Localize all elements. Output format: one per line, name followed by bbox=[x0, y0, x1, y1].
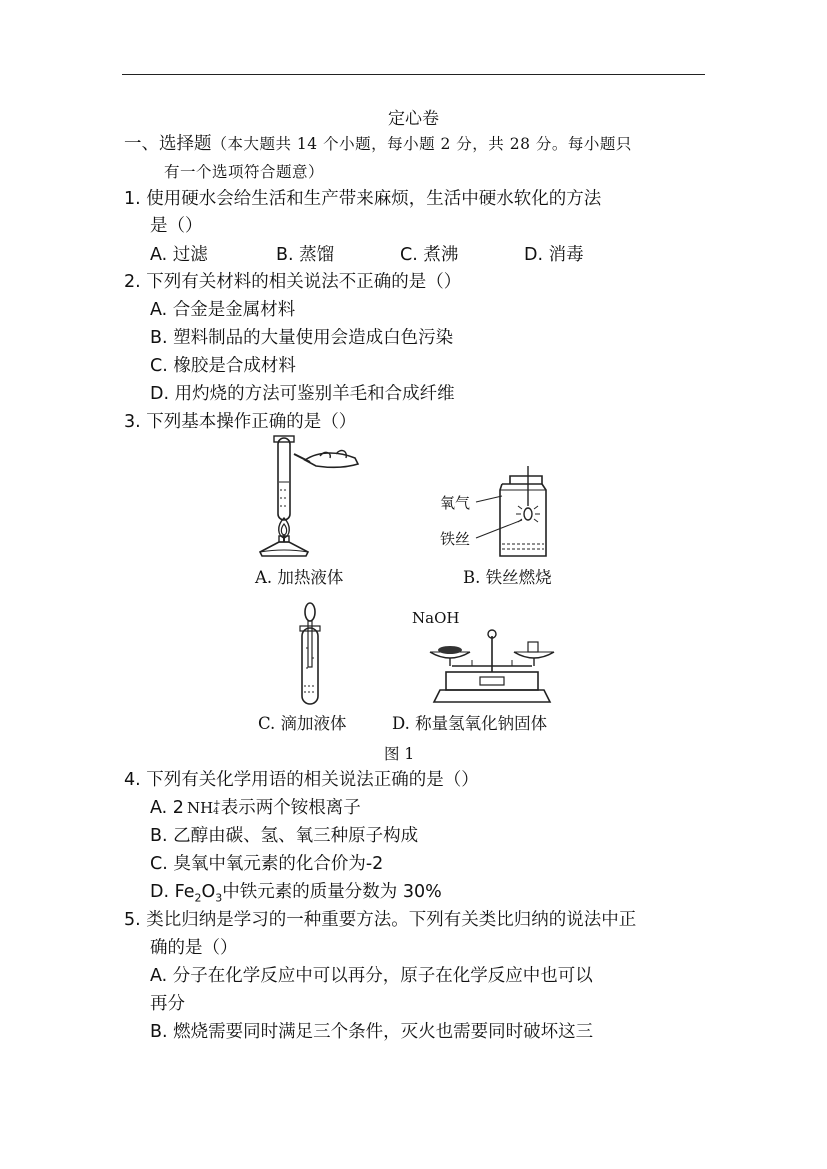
q5-option-a-line2: 再分 bbox=[150, 994, 185, 1014]
figure-d-weighing-naoh bbox=[422, 622, 562, 708]
figure-c-dropping-liquid bbox=[290, 602, 330, 710]
q2-option-c: C. 橡胶是合成材料 bbox=[150, 356, 296, 376]
q4-option-c: C. 臭氧中氧元素的化合价为-2 bbox=[150, 854, 384, 874]
figure-d-caption: D. 称量氢氧化钠固体 bbox=[392, 714, 548, 733]
q4-d-sub2: 3 bbox=[215, 891, 223, 905]
q5-option-a-line1: A. 分子在化学反应中可以再分，原子在化学反应中也可以 bbox=[150, 966, 593, 986]
q4-d-mid: O bbox=[201, 882, 216, 902]
figure-b-label-wire: 铁丝 bbox=[440, 530, 471, 548]
q2-option-a: A. 合金是金属材料 bbox=[150, 300, 296, 320]
figure-a-caption: A. 加热液体 bbox=[255, 568, 344, 587]
figure-b-label-oxygen: 氧气 bbox=[440, 494, 471, 512]
figure-c-caption: C. 滴加液体 bbox=[258, 714, 347, 733]
q1-option-c: C. 煮沸 bbox=[400, 245, 459, 265]
q1-option-a: A. 过滤 bbox=[150, 245, 208, 265]
section-heading bbox=[124, 132, 632, 156]
q5-stem-line2: 确的是（） bbox=[150, 938, 238, 958]
q3-stem: 3. 下列基本操作正确的是（） bbox=[124, 412, 357, 432]
q5-stem-line1: 5. 类比归纳是学习的一种重要方法。下列有关类比归纳的说法中正 bbox=[124, 910, 637, 930]
q1-option-d: D. 消毒 bbox=[524, 245, 584, 265]
q5-option-b-line1: B. 燃烧需要同时满足三个条件，灭火也需要同时破坏这三 bbox=[150, 1022, 594, 1042]
figure-b-caption: B. 铁丝燃烧 bbox=[463, 568, 552, 587]
figure-d-label-naoh: NaOH bbox=[412, 609, 460, 627]
q4-a-sub: 4 bbox=[213, 807, 219, 817]
q4-a-suffix: 表示两个铵根离子 bbox=[220, 798, 361, 818]
q4-d-sub1: 2 bbox=[194, 891, 202, 905]
q2-option-b: B. 塑料制品的大量使用会造成白色污染 bbox=[150, 328, 454, 348]
q4-a-ion: NH bbox=[186, 799, 214, 817]
figure-label: 图 1 bbox=[384, 745, 415, 763]
page-title: 定心卷 bbox=[388, 109, 439, 129]
q1-stem-line2: 是（） bbox=[150, 216, 203, 236]
q4-d-suffix: 中铁元素的质量分数为 30% bbox=[222, 882, 442, 902]
q1-stem-line1: 1. 使用硬水会给生活和生产带来麻烦，生活中硬水软化的方法 bbox=[124, 189, 602, 209]
q4-option-d bbox=[150, 880, 442, 911]
q2-option-d: D. 用灼烧的方法可鉴别羊毛和合成纤维 bbox=[150, 384, 455, 404]
header-rule bbox=[122, 74, 705, 75]
section-note-line1: （本大题共 14 个小题，每小题 2 分，共 28 分。每小题只 bbox=[211, 135, 632, 153]
q4-a-sup: + bbox=[213, 799, 221, 809]
q1-option-b: B. 蒸馏 bbox=[276, 245, 335, 265]
q4-option-b: B. 乙醇由碳、氢、氧三种原子构成 bbox=[150, 826, 419, 846]
q4-d-prefix: D. Fe bbox=[150, 882, 195, 902]
q4-option-a bbox=[150, 796, 361, 820]
q2-stem: 2. 下列有关材料的相关说法不正确的是（） bbox=[124, 272, 462, 292]
section-note-line2: 有一个选项符合题意） bbox=[164, 163, 325, 181]
section-heading-text: 一、选择题 bbox=[124, 134, 212, 154]
q4-a-prefix: A. 2 bbox=[150, 798, 184, 818]
figure-a-heating-liquid bbox=[250, 432, 380, 562]
q4-stem: 4. 下列有关化学用语的相关说法正确的是（） bbox=[124, 770, 479, 790]
